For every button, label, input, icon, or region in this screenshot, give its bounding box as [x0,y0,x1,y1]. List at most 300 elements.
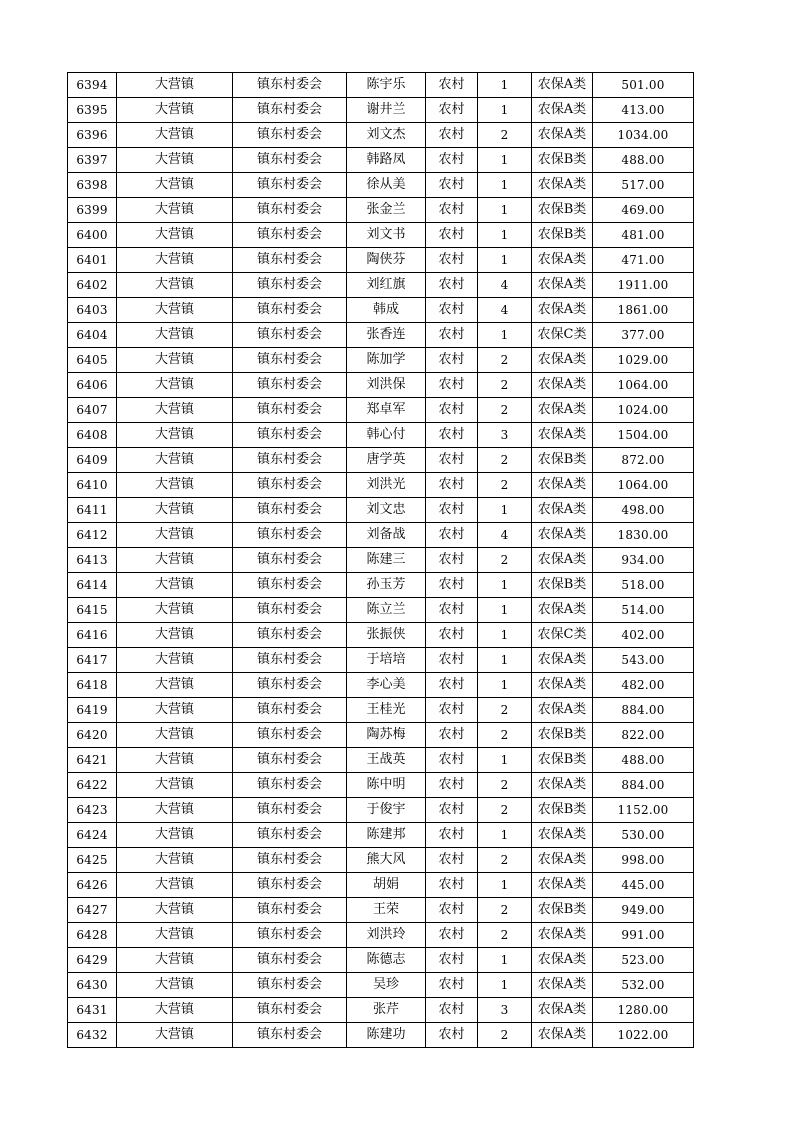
person-name-cell: 于俊宇 [347,798,426,823]
insurance-category-cell: 农保A类 [532,98,593,123]
member-count-cell: 1 [478,823,532,848]
table-row [68,473,694,498]
household-type-cell: 农村 [426,623,478,648]
amount-cell: 991.00 [593,923,694,948]
amount-cell: 482.00 [593,673,694,698]
insurance-category-cell: 农保A类 [532,648,593,673]
household-type-cell: 农村 [426,473,478,498]
person-name-cell: 陈中明 [347,773,426,798]
table-row [68,398,694,423]
insurance-category-cell: 农保A类 [532,698,593,723]
insurance-category-cell: 农保A类 [532,373,593,398]
insurance-category-cell: 农保B类 [532,223,593,248]
town-cell: 大营镇 [117,173,233,198]
village-committee-cell: 镇东村委会 [233,898,347,923]
town-cell: 大营镇 [117,698,233,723]
household-type-cell: 农村 [426,573,478,598]
row-number-cell: 6421 [68,748,117,773]
row-number-cell: 6402 [68,273,117,298]
table-row [68,673,694,698]
amount-cell: 1064.00 [593,373,694,398]
table-row [68,823,694,848]
table-row [68,948,694,973]
town-cell: 大营镇 [117,273,233,298]
amount-cell: 530.00 [593,823,694,848]
row-number-cell: 6424 [68,823,117,848]
household-type-cell: 农村 [426,948,478,973]
insurance-category-cell: 农保A类 [532,173,593,198]
person-name-cell: 陈建功 [347,1023,426,1048]
person-name-cell: 刘备战 [347,523,426,548]
member-count-cell: 1 [478,98,532,123]
insurance-category-cell: 农保C类 [532,623,593,648]
member-count-cell: 3 [478,423,532,448]
table-row [68,923,694,948]
person-name-cell: 刘文书 [347,223,426,248]
town-cell: 大营镇 [117,123,233,148]
insurance-category-cell: 农保A类 [532,873,593,898]
row-number-cell: 6418 [68,673,117,698]
row-number-cell: 6422 [68,773,117,798]
row-number-cell: 6415 [68,598,117,623]
town-cell: 大营镇 [117,973,233,998]
table-row [68,348,694,373]
amount-cell: 1022.00 [593,1023,694,1048]
amount-cell: 518.00 [593,573,694,598]
table-row [68,773,694,798]
amount-cell: 517.00 [593,173,694,198]
amount-cell: 1830.00 [593,523,694,548]
insurance-category-cell: 农保B类 [532,723,593,748]
town-cell: 大营镇 [117,348,233,373]
table-row [68,548,694,573]
household-type-cell: 农村 [426,498,478,523]
row-number-cell: 6405 [68,348,117,373]
town-cell: 大营镇 [117,248,233,273]
amount-cell: 514.00 [593,598,694,623]
member-count-cell: 1 [478,648,532,673]
table-row [68,498,694,523]
amount-cell: 377.00 [593,323,694,348]
household-type-cell: 农村 [426,398,478,423]
member-count-cell: 4 [478,523,532,548]
person-name-cell: 王荣 [347,898,426,923]
person-name-cell: 唐学英 [347,448,426,473]
town-cell: 大营镇 [117,223,233,248]
amount-cell: 413.00 [593,98,694,123]
member-count-cell: 2 [478,123,532,148]
insurance-category-cell: 农保B类 [532,748,593,773]
village-committee-cell: 镇东村委会 [233,473,347,498]
row-number-cell: 6400 [68,223,117,248]
town-cell: 大营镇 [117,998,233,1023]
town-cell: 大营镇 [117,373,233,398]
row-number-cell: 6426 [68,873,117,898]
insurance-category-cell: 农保A类 [532,498,593,523]
household-type-cell: 农村 [426,548,478,573]
insurance-category-cell: 农保A类 [532,773,593,798]
row-number-cell: 6413 [68,548,117,573]
town-cell: 大营镇 [117,673,233,698]
row-number-cell: 6414 [68,573,117,598]
table-row [68,298,694,323]
village-committee-cell: 镇东村委会 [233,798,347,823]
village-committee-cell: 镇东村委会 [233,348,347,373]
town-cell: 大营镇 [117,873,233,898]
household-type-cell: 农村 [426,73,478,98]
table-row [68,648,694,673]
household-type-cell: 农村 [426,1023,478,1048]
amount-cell: 532.00 [593,973,694,998]
village-committee-cell: 镇东村委会 [233,648,347,673]
insurance-category-cell: 农保A类 [532,548,593,573]
village-committee-cell: 镇东村委会 [233,73,347,98]
town-cell: 大营镇 [117,548,233,573]
member-count-cell: 1 [478,573,532,598]
row-number-cell: 6412 [68,523,117,548]
row-number-cell: 6401 [68,248,117,273]
village-committee-cell: 镇东村委会 [233,673,347,698]
amount-cell: 1861.00 [593,298,694,323]
roster-body [68,73,694,1048]
person-name-cell: 张金兰 [347,198,426,223]
town-cell: 大营镇 [117,898,233,923]
person-name-cell: 谢井兰 [347,98,426,123]
town-cell: 大营镇 [117,473,233,498]
insurance-category-cell: 农保B类 [532,448,593,473]
household-type-cell: 农村 [426,298,478,323]
village-committee-cell: 镇东村委会 [233,248,347,273]
town-cell: 大营镇 [117,298,233,323]
insurance-category-cell: 农保A类 [532,398,593,423]
person-name-cell: 王桂光 [347,698,426,723]
person-name-cell: 陶苏梅 [347,723,426,748]
table-row [68,598,694,623]
person-name-cell: 熊大风 [347,848,426,873]
table-row [68,998,694,1023]
member-count-cell: 2 [478,923,532,948]
person-name-cell: 刘洪保 [347,373,426,398]
amount-cell: 488.00 [593,148,694,173]
household-type-cell: 农村 [426,648,478,673]
village-committee-cell: 镇东村委会 [233,198,347,223]
household-type-cell: 农村 [426,223,478,248]
member-count-cell: 2 [478,723,532,748]
insurance-category-cell: 农保A类 [532,473,593,498]
town-cell: 大营镇 [117,573,233,598]
person-name-cell: 韩成 [347,298,426,323]
member-count-cell: 1 [478,748,532,773]
row-number-cell: 6431 [68,998,117,1023]
person-name-cell: 陈建邦 [347,823,426,848]
village-committee-cell: 镇东村委会 [233,448,347,473]
town-cell: 大营镇 [117,198,233,223]
table-row [68,698,694,723]
amount-cell: 1911.00 [593,273,694,298]
row-number-cell: 6399 [68,198,117,223]
table-row [68,248,694,273]
person-name-cell: 郑卓军 [347,398,426,423]
insurance-category-cell: 农保A类 [532,273,593,298]
table-row [68,448,694,473]
village-committee-cell: 镇东村委会 [233,598,347,623]
amount-cell: 488.00 [593,748,694,773]
village-committee-cell: 镇东村委会 [233,998,347,1023]
insurance-category-cell: 农保A类 [532,423,593,448]
table-row [68,373,694,398]
row-number-cell: 6398 [68,173,117,198]
person-name-cell: 张芹 [347,998,426,1023]
member-count-cell: 1 [478,323,532,348]
row-number-cell: 6409 [68,448,117,473]
village-committee-cell: 镇东村委会 [233,148,347,173]
person-name-cell: 胡娟 [347,873,426,898]
row-number-cell: 6397 [68,148,117,173]
row-number-cell: 6395 [68,98,117,123]
town-cell: 大营镇 [117,798,233,823]
table-row [68,748,694,773]
table-row [68,98,694,123]
insurance-category-cell: 农保A类 [532,298,593,323]
household-type-cell: 农村 [426,98,478,123]
amount-cell: 471.00 [593,248,694,273]
amount-cell: 872.00 [593,448,694,473]
table-row [68,898,694,923]
table-row [68,1023,694,1048]
person-name-cell: 刘文忠 [347,498,426,523]
person-name-cell: 吴珍 [347,973,426,998]
village-committee-cell: 镇东村委会 [233,498,347,523]
village-committee-cell: 镇东村委会 [233,298,347,323]
person-name-cell: 张香连 [347,323,426,348]
person-name-cell: 李心美 [347,673,426,698]
member-count-cell: 1 [478,198,532,223]
person-name-cell: 陈加学 [347,348,426,373]
insurance-category-cell: 农保B类 [532,798,593,823]
row-number-cell: 6410 [68,473,117,498]
member-count-cell: 1 [478,623,532,648]
household-type-cell: 农村 [426,748,478,773]
person-name-cell: 陶侠芬 [347,248,426,273]
village-committee-cell: 镇东村委会 [233,98,347,123]
row-number-cell: 6419 [68,698,117,723]
table-row [68,623,694,648]
table-row [68,573,694,598]
village-committee-cell: 镇东村委会 [233,398,347,423]
insurance-category-cell: 农保A类 [532,923,593,948]
insurance-category-cell: 农保A类 [532,998,593,1023]
household-type-cell: 农村 [426,723,478,748]
member-count-cell: 2 [478,398,532,423]
row-number-cell: 6428 [68,923,117,948]
amount-cell: 998.00 [593,848,694,873]
village-committee-cell: 镇东村委会 [233,948,347,973]
row-number-cell: 6416 [68,623,117,648]
amount-cell: 498.00 [593,498,694,523]
member-count-cell: 1 [478,73,532,98]
amount-cell: 1280.00 [593,998,694,1023]
town-cell: 大营镇 [117,423,233,448]
person-name-cell: 刘洪光 [347,473,426,498]
village-committee-cell: 镇东村委会 [233,1023,347,1048]
village-committee-cell: 镇东村委会 [233,373,347,398]
table-row [68,798,694,823]
village-committee-cell: 镇东村委会 [233,273,347,298]
table-row [68,273,694,298]
amount-cell: 523.00 [593,948,694,973]
town-cell: 大营镇 [117,523,233,548]
insurance-category-cell: 农保C类 [532,323,593,348]
household-type-cell: 农村 [426,173,478,198]
insurance-category-cell: 农保B类 [532,148,593,173]
town-cell: 大营镇 [117,323,233,348]
table-row [68,173,694,198]
row-number-cell: 6407 [68,398,117,423]
person-name-cell: 孙玉芳 [347,573,426,598]
village-committee-cell: 镇东村委会 [233,698,347,723]
member-count-cell: 1 [478,598,532,623]
amount-cell: 1029.00 [593,348,694,373]
member-count-cell: 1 [478,148,532,173]
table-row [68,198,694,223]
household-type-cell: 农村 [426,123,478,148]
table-row [68,973,694,998]
amount-cell: 402.00 [593,623,694,648]
town-cell: 大营镇 [117,948,233,973]
row-number-cell: 6396 [68,123,117,148]
person-name-cell: 王战英 [347,748,426,773]
village-committee-cell: 镇东村委会 [233,548,347,573]
member-count-cell: 1 [478,173,532,198]
person-name-cell: 刘文杰 [347,123,426,148]
amount-cell: 469.00 [593,198,694,223]
household-type-cell: 农村 [426,198,478,223]
member-count-cell: 2 [478,473,532,498]
member-count-cell: 4 [478,273,532,298]
row-number-cell: 6420 [68,723,117,748]
row-number-cell: 6427 [68,898,117,923]
subsidy-roster-table [67,72,694,1048]
amount-cell: 1152.00 [593,798,694,823]
village-committee-cell: 镇东村委会 [233,623,347,648]
town-cell: 大营镇 [117,823,233,848]
village-committee-cell: 镇东村委会 [233,523,347,548]
village-committee-cell: 镇东村委会 [233,973,347,998]
person-name-cell: 陈宇乐 [347,73,426,98]
town-cell: 大营镇 [117,923,233,948]
member-count-cell: 4 [478,298,532,323]
member-count-cell: 2 [478,373,532,398]
table-row [68,148,694,173]
village-committee-cell: 镇东村委会 [233,748,347,773]
amount-cell: 1024.00 [593,398,694,423]
village-committee-cell: 镇东村委会 [233,323,347,348]
household-type-cell: 农村 [426,273,478,298]
person-name-cell: 陈立兰 [347,598,426,623]
insurance-category-cell: 农保A类 [532,598,593,623]
insurance-category-cell: 农保A类 [532,1023,593,1048]
member-count-cell: 1 [478,223,532,248]
household-type-cell: 农村 [426,523,478,548]
household-type-cell: 农村 [426,423,478,448]
town-cell: 大营镇 [117,748,233,773]
member-count-cell: 2 [478,698,532,723]
person-name-cell: 张振侠 [347,623,426,648]
village-committee-cell: 镇东村委会 [233,223,347,248]
amount-cell: 445.00 [593,873,694,898]
amount-cell: 1064.00 [593,473,694,498]
household-type-cell: 农村 [426,373,478,398]
row-number-cell: 6411 [68,498,117,523]
town-cell: 大营镇 [117,73,233,98]
member-count-cell: 2 [478,448,532,473]
household-type-cell: 农村 [426,773,478,798]
household-type-cell: 农村 [426,323,478,348]
amount-cell: 543.00 [593,648,694,673]
table-row [68,223,694,248]
town-cell: 大营镇 [117,98,233,123]
table-row [68,123,694,148]
village-committee-cell: 镇东村委会 [233,573,347,598]
amount-cell: 884.00 [593,698,694,723]
household-type-cell: 农村 [426,248,478,273]
town-cell: 大营镇 [117,448,233,473]
household-type-cell: 农村 [426,448,478,473]
household-type-cell: 农村 [426,848,478,873]
insurance-category-cell: 农保A类 [532,248,593,273]
insurance-category-cell: 农保A类 [532,523,593,548]
town-cell: 大营镇 [117,723,233,748]
insurance-category-cell: 农保A类 [532,823,593,848]
table-row [68,523,694,548]
amount-cell: 501.00 [593,73,694,98]
household-type-cell: 农村 [426,148,478,173]
amount-cell: 1034.00 [593,123,694,148]
village-committee-cell: 镇东村委会 [233,173,347,198]
row-number-cell: 6425 [68,848,117,873]
village-committee-cell: 镇东村委会 [233,723,347,748]
table-row [68,73,694,98]
household-type-cell: 农村 [426,998,478,1023]
member-count-cell: 2 [478,848,532,873]
insurance-category-cell: 农保A类 [532,73,593,98]
insurance-category-cell: 农保B类 [532,898,593,923]
amount-cell: 934.00 [593,548,694,573]
person-name-cell: 陈建三 [347,548,426,573]
household-type-cell: 农村 [426,923,478,948]
person-name-cell: 韩路凤 [347,148,426,173]
member-count-cell: 1 [478,673,532,698]
table-row [68,848,694,873]
amount-cell: 1504.00 [593,423,694,448]
village-committee-cell: 镇东村委会 [233,423,347,448]
household-type-cell: 农村 [426,973,478,998]
member-count-cell: 2 [478,773,532,798]
insurance-category-cell: 农保A类 [532,673,593,698]
member-count-cell: 1 [478,948,532,973]
town-cell: 大营镇 [117,848,233,873]
household-type-cell: 农村 [426,898,478,923]
village-committee-cell: 镇东村委会 [233,848,347,873]
person-name-cell: 刘洪玲 [347,923,426,948]
town-cell: 大营镇 [117,623,233,648]
insurance-category-cell: 农保A类 [532,123,593,148]
household-type-cell: 农村 [426,798,478,823]
table-row [68,723,694,748]
village-committee-cell: 镇东村委会 [233,823,347,848]
household-type-cell: 农村 [426,348,478,373]
amount-cell: 884.00 [593,773,694,798]
